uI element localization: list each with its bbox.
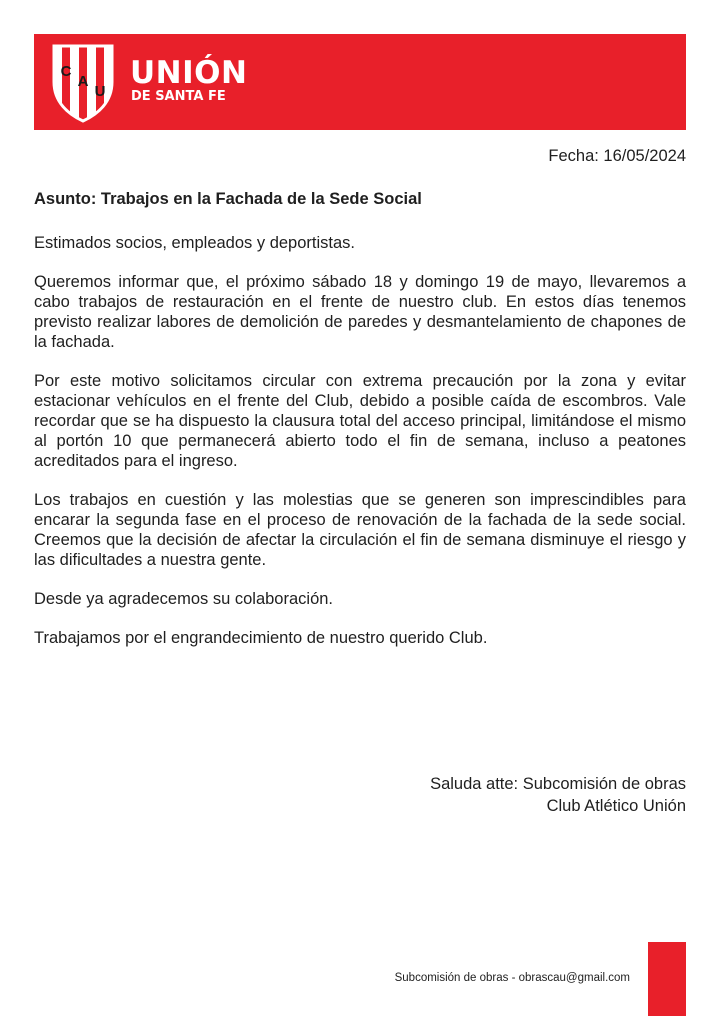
brand-name: UNIÓN — [130, 55, 248, 91]
paragraph-announcement: Queremos informar que, el próximo sábado 18 y domingo 19 de mayo, llevaremos a cabo trabajos de restauración en el frente de nuestro club. En estos días tenemos previsto realizar labores de demolición de paredes y desmantelamiento de chapones de la fachada. — [34, 273, 686, 351]
paragraph-thanks: Desde ya agradecemos su colaboración. — [34, 590, 334, 608]
crest-letter-a: A — [77, 73, 89, 90]
paragraph-closing: Trabajamos por el engrandecimiento de nuestro querido Club. — [34, 629, 488, 647]
greeting: Estimados socios, empleados y deportistas. — [34, 234, 355, 252]
brand-subtitle: DE SANTA FE — [131, 89, 226, 104]
letter-subject: Asunto: Trabajos en la Fachada de la Sede Social — [34, 190, 422, 208]
club-crest-icon — [48, 42, 118, 124]
signature-line-1: Saluda atte: Subcomisión de obras — [430, 775, 686, 793]
crest-letter-c: C — [60, 63, 72, 80]
footer-contact: Subcomisión de obras - obrascau@gmail.com — [394, 972, 630, 984]
signature-block — [430, 773, 686, 817]
paragraph-renovation: Los trabajos en cuestión y las molestias que se generen son imprescindibles para encarar la segunda fase en el proceso de renovación de la fachada de la sede social. Creemos que la decisión de afectar la circulación el fin de semana disminuye el riesgo y las dificultades a nuestra gente. — [34, 491, 686, 569]
brand-wordmark — [130, 55, 248, 105]
paragraph-precautions: Por este motivo solicitamos circular con extrema precaución por la zona y evitar estacionar vehículos en el frente del Club, debido a posible caída de escombros. Vale recordar que se ha dispuesto la clausura total del acceso principal, limitándose el mismo al portón 10 que permanecerá abierto todo el fin de semana, incluso a peatones acreditados para el ingreso. — [34, 372, 686, 470]
letterhead-banner — [34, 34, 686, 130]
letter-date: Fecha: 16/05/2024 — [548, 147, 686, 165]
signature-line-2: Club Atlético Unión — [546, 797, 686, 815]
footer-red-bar — [648, 942, 686, 1016]
crest-letter-u: U — [94, 83, 106, 100]
letter-body — [34, 233, 686, 667]
